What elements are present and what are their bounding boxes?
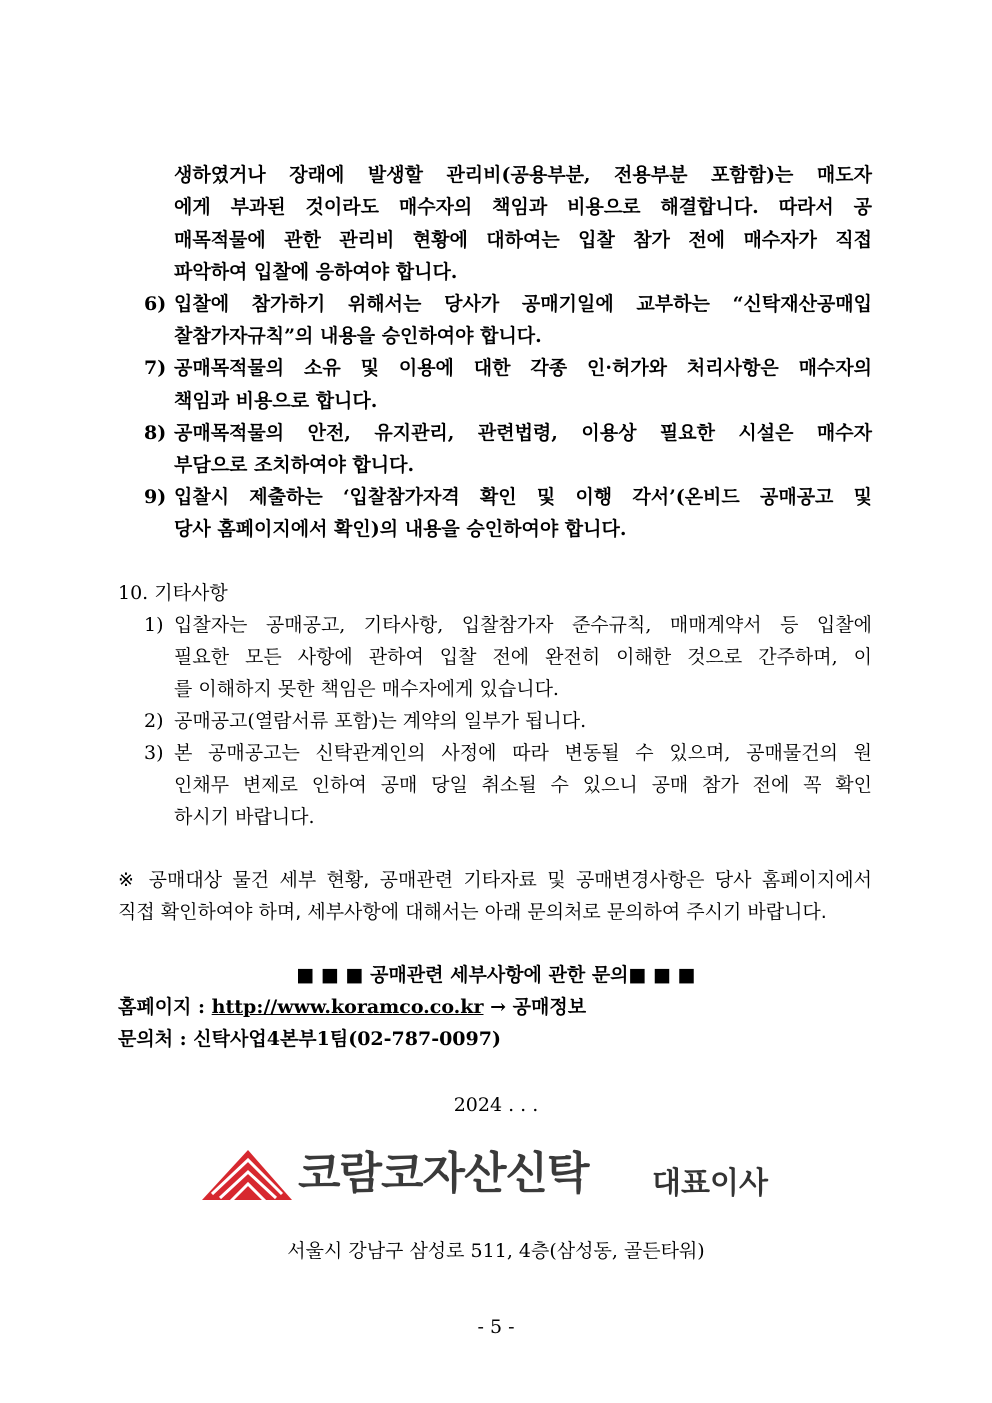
item-line: 를 이해하지 못한 책임은 매수자에게 있습니다. bbox=[174, 678, 559, 700]
homepage-suffix: → 공매정보 bbox=[483, 996, 587, 1018]
item-number: 9) bbox=[144, 486, 167, 508]
item-line: 입찰자는 공매공고, 기타사항, 입찰참가자 준수규칙, 매매계약서 등 입찰에 bbox=[174, 614, 872, 636]
item-line: 하시기 바랍니다. bbox=[174, 806, 315, 828]
ceo-title: 대표이사 bbox=[652, 1166, 768, 1201]
item-line: 책임과 비용으로 합니다. bbox=[174, 390, 378, 412]
body-line: 생하였거나 장래에 발생할 관리비(공용부분, 전용부분 포함함)는 매도자 bbox=[174, 164, 872, 186]
item-number: 1) bbox=[144, 614, 164, 636]
item-line: 입찰에 참가하기 위해서는 당사가 공매기일에 교부하는 “신탁재산공매입 bbox=[174, 293, 872, 315]
item-number: 2) bbox=[144, 710, 164, 732]
homepage-line bbox=[118, 994, 586, 1020]
item-line: 필요한 모든 사항에 관하여 입찰 전에 완전히 이해한 것으로 간주하며, 이 bbox=[174, 646, 872, 668]
item-line: 부담으로 조치하여야 합니다. bbox=[174, 454, 415, 476]
company-address: 서울시 강남구 삼성로 511, 4층(삼성동, 골든타워) bbox=[287, 1240, 705, 1262]
date-line: 2024 . . . bbox=[453, 1094, 539, 1116]
item-line: 당사 홈페이지에서 확인)의 내용을 승인하여야 합니다. bbox=[174, 518, 627, 540]
item-line: 인채무 변제로 인하여 공매 당일 취소될 수 있으니 공매 참가 전에 꼭 확인 bbox=[174, 774, 872, 796]
page-number: - 5 - bbox=[477, 1316, 515, 1338]
contact-heading: ■ ■ ■ 공매관련 세부사항에 관한 문의■ ■ ■ bbox=[296, 964, 696, 986]
homepage-link[interactable]: http://www.koramco.co.kr bbox=[211, 996, 484, 1018]
item-line: 공매목적물의 소유 및 이용에 대한 각종 인·허가와 처리사항은 매수자의 bbox=[174, 357, 872, 379]
item-number: 8) bbox=[144, 422, 167, 444]
item-line: 찰참가자규칙”의 내용을 승인하여야 합니다. bbox=[174, 325, 542, 347]
notice-line: 직접 확인하여야 하며, 세부사항에 대해서는 아래 문의처로 문의하여 주시기 바랍니다. bbox=[118, 901, 827, 923]
body-line: 파악하여 입찰에 응하여야 합니다. bbox=[174, 261, 458, 283]
item-line: 공매공고(열람서류 포함)는 계약의 일부가 됩니다. bbox=[174, 710, 587, 732]
item-line: 본 공매공고는 신탁관계인의 사정에 따라 변동될 수 있으며, 공매물건의 원 bbox=[174, 742, 872, 764]
company-logo-text: 코람코자산신탁 bbox=[298, 1148, 589, 1199]
body-line: 에게 부과된 것이라도 매수자의 책임과 비용으로 해결합니다. 따라서 공 bbox=[174, 196, 872, 218]
item-number: 7) bbox=[144, 357, 167, 379]
item-number: 6) bbox=[144, 293, 167, 315]
homepage-label: 홈페이지 : bbox=[118, 996, 212, 1018]
item-line: 공매목적물의 안전, 유지관리, 관련법령, 이용상 필요한 시설은 매수자 bbox=[174, 422, 872, 444]
item-line: 입찰시 제출하는 ‘입찰참가자격 확인 및 이행 각서’(온비드 공매공고 및 bbox=[174, 486, 872, 508]
body-line: 매목적물에 관한 관리비 현황에 대하여는 입찰 참가 전에 매수자가 직접 bbox=[174, 229, 872, 251]
section-title: 10. 기타사항 bbox=[118, 582, 228, 604]
item-number: 3) bbox=[144, 742, 164, 764]
company-logo-icon bbox=[200, 1146, 300, 1206]
inquiry-line: 문의처 : 신탁사업4본부1팀(02-787-0097) bbox=[118, 1028, 501, 1050]
notice-line: ※ 공매대상 물건 세부 현황, 공매관련 기타자료 및 공매변경사항은 당사 홈페이지에서 bbox=[118, 869, 872, 891]
